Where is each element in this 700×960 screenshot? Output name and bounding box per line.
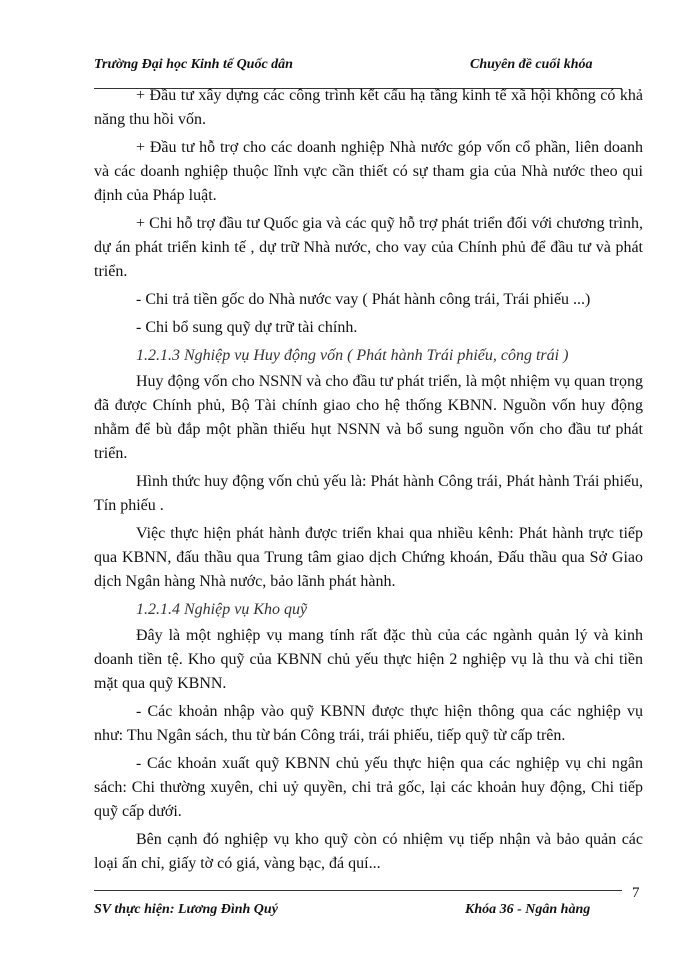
document-body (94, 84, 643, 880)
paragraph: Huy động vốn cho NSNN và cho đầu tư phát triển, là một nhiệm vụ quan trọng đã được Chính phủ, Bộ Tài chính giao cho hệ thống KBNN. Nguồn vốn huy động nhằm để bù đắp một phần thiếu hụt NSNN và bổ sung nguồn vốn cho đầu tư phát triển. (94, 373, 643, 462)
header-document-type: Chuyên đề cuối khóa (470, 57, 593, 72)
paragraph: + Đầu tư hỗ trợ cho các doanh nghiệp Nhà nước góp vốn cổ phần, liên doanh và các doanh nghiệp thuộc lĩnh vực cần thiết có sự tham gia của Nhà nước theo qui định của Pháp luật. (94, 139, 643, 204)
footer-rule (94, 890, 622, 891)
section-heading: 1.2.1.3 Nghiệp vụ Huy động vốn ( Phát hành Trái phiếu, công trái ) (136, 347, 569, 364)
page-number: 7 (632, 885, 640, 901)
paragraph: - Các khoản xuất quỹ KBNN chủ yếu thực hiện qua các nghiệp vụ chi ngân sách: Chi thường xuyên, chi uỷ quyền, chi trả gốc, lại các khoản huy động, Chi tiếp quỹ cấp dưới. (94, 755, 643, 820)
paragraph: Bên cạnh đó nghiệp vụ kho quỹ còn có nhiệm vụ tiếp nhận và bảo quản các loại ấn chỉ, giấy tờ có giá, vàng bạc, đá quí... (94, 831, 643, 872)
footer-author: SV thực hiện: Lương Đình Quý (94, 902, 278, 917)
paragraph: - Chi bổ sung quỹ dự trữ tài chính. (136, 319, 358, 336)
paragraph: + Chi hỗ trợ đầu tư Quốc gia và các quỹ hỗ trợ phát triển đối với chương trình, dự án phát triển kinh tế , dự trữ Nhà nước, cho vay của Chính phủ để đầu tư và phát triển. (94, 215, 643, 280)
paragraph: Hình thức huy động vốn chủ yếu là: Phát hành Công trái, Phát hành Trái phiếu, Tín phiếu . (94, 473, 643, 514)
footer-course: Khóa 36 - Ngân hàng (465, 902, 591, 917)
paragraph: - Chi trả tiền gốc do Nhà nước vay ( Phát hành công trái, Trái phiếu ...) (136, 291, 591, 308)
paragraph: + Đầu tư xây dựng các công trình kết cấu hạ tầng kinh tế xã hội không có khả năng thu hồi vốn. (94, 87, 643, 128)
paragraph: - Các khoản nhập vào quỹ KBNN được thực hiện thông qua các nghiệp vụ như: Thu Ngân sách, thu từ bán Công trái, trái phiếu, tiếp quỹ từ cấp trên. (94, 703, 643, 744)
section-heading: 1.2.1.4 Nghiệp vụ Kho quỹ (136, 601, 308, 618)
header-university: Trường Đại học Kinh tế Quốc dân (94, 57, 293, 72)
paragraph: Đây là một nghiệp vụ mang tính rất đặc thù của các ngành quản lý và kinh doanh tiền tệ. Kho quỹ của KBNN chủ yếu thực hiện 2 nghiệp vụ là thu và chi tiền mặt qua quỹ KBNN. (94, 627, 643, 692)
paragraph: Việc thực hiện phát hành được triển khai qua nhiều kênh: Phát hành trực tiếp qua KBNN, đấu thầu qua Trung tâm giao dịch Chứng khoán, Đấu thầu qua Sở Giao dịch Ngân hàng Nhà nước, bảo lãnh phát hành. (94, 525, 643, 590)
